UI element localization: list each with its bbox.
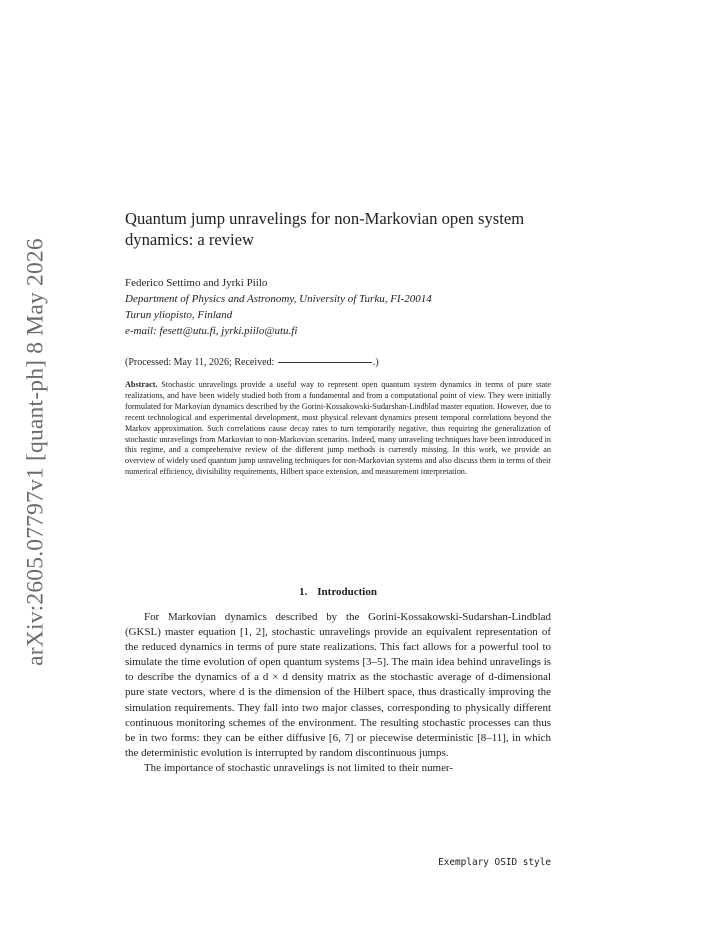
abstract (125, 380, 551, 478)
section-number: 1. (299, 586, 308, 598)
abstract-label: Abstract. (125, 380, 158, 389)
paragraph: For Markovian dynamics described by the Gorini-Kossakowski-Sudarshan-Lindblad (GKSL) master equation [1, 2], stochastic unravelings provide an equivalent representation of the reduced dynamics in terms of pure state realizations. This fact allows for a powerful tool to simulate the time evolution of open quantum systems [3–5]. The main idea behind unravelings is to describe the dynamics of a d × d density matrix as the stochastic average of d-dimensional pure state vectors, where d is the dimension of the Hilbert space, thus drastically improving the simulation requirements. They fall into two major classes, corresponding to physically different continuous monitoring schemes of the environment. The resulting stochastic processes can thus be in two forms: they can be either diffusive [6, 7] or piecewise deterministic [8–11], in which the deterministic evolution is interrupted by random discontinuous jumps. (125, 611, 551, 759)
abstract-text: Stochastic unravelings provide a useful way to represent open quantum system dynamics in terms of pure state realizations, and have been widely studied both from a fundamental and from a computational point of view. They were initially formulated for Markovian dynamics described by the Gorini-Kossakowski-Sudarshan-Lindblad master equation. However, due to recent technological and experimental development, most physical relevant dynamics present temporal correlations beyond the Markov approximation. Such correlations cause decay rates to turn temporarily negative, thus requiring the generalization of stochastic unravelings from Markovian to non-Markovian scenarios. Indeed, many unraveling techniques have been introduced in this regime, and a comprehensive review of the different jump methods is currently missing. In this work, we provide an overview of widely used quantum jump unraveling techniques for non-Markovian systems and also discuss them in terms of their numerical efficiency, divisibility requirements, Hilbert space extension, and measurement interpretation. (125, 380, 552, 477)
arxiv-sidebar-stamp (20, 238, 52, 666)
author-emails: e-mail: fesett@utu.fi, jyrki.piilo@utu.fi (125, 325, 298, 337)
section-title: Introduction (317, 586, 377, 598)
processed-dates (125, 356, 379, 370)
processed-suffix: .) (372, 357, 379, 368)
paragraph: The importance of stochastic unravelings is not limited to their numer- (144, 761, 453, 774)
arxiv-identifier: arXiv:2605.07797v1 [quant-ph] 8 May 2026 (22, 238, 49, 666)
affiliation-line-1: Department of Physics and Astronomy, University of Turku, FI-20014 (125, 293, 432, 305)
introduction-body (125, 610, 551, 776)
author-list: Federico Settimo and Jyrki Piilo (125, 277, 268, 289)
style-footer: Exemplary OSID style (438, 857, 551, 868)
paper-title: Quantum jump unravelings for non-Markovian open system dynamics: a review (125, 209, 525, 249)
processed-prefix: (Processed: May 11, 2026; Received: (125, 357, 275, 368)
received-blank-line (278, 362, 372, 363)
section-heading (125, 586, 551, 598)
affiliation-line-2: Turun yliopisto, Finland (125, 309, 233, 321)
